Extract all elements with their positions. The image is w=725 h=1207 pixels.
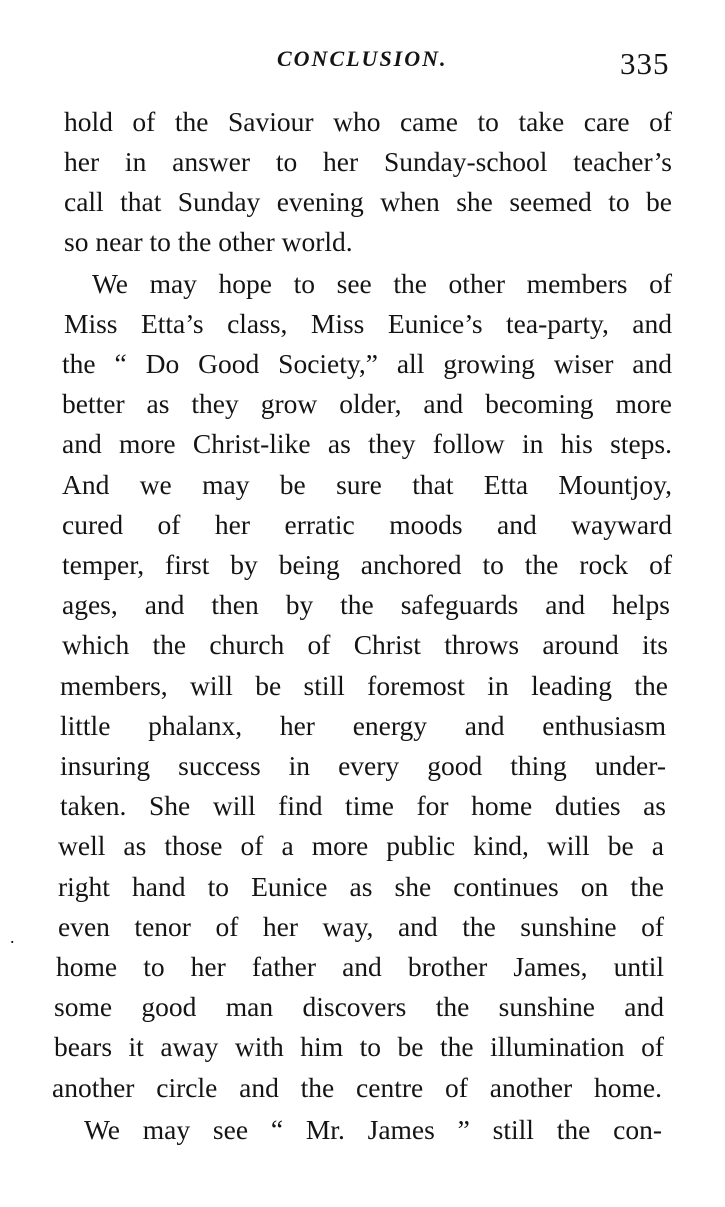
text-line: some good man discovers the sunshine and — [54, 991, 664, 1022]
text-line: ages, and then by the safeguards and helps — [62, 589, 670, 620]
text-line: members, will be still foremost in leading the — [60, 670, 668, 701]
text-line: bears it away with him to be the illumination of — [54, 1031, 664, 1062]
running-head — [0, 44, 725, 84]
page-number: 335 — [620, 46, 670, 81]
text-line: Miss Etta’s class, Miss Eunice’s tea-party, and — [64, 308, 672, 339]
text-line: which the church of Christ throws around its — [62, 629, 668, 660]
text-line: call that Sunday evening when she seemed to be — [64, 186, 672, 217]
text-line: little phalanx, her energy and enthusiasm — [60, 710, 666, 741]
text-line: better as they grow older, and becoming more — [62, 388, 672, 419]
text-line: so near to the other world. — [64, 226, 353, 257]
text-line: insuring success in every good thing under- — [60, 750, 666, 781]
text-line: taken. She will find time for home duties as — [60, 790, 666, 821]
text-line: another circle and the centre of another home. — [52, 1072, 662, 1103]
text-line: And we may be sure that Etta Mountjoy, — [62, 469, 672, 500]
text-line: temper, first by being anchored to the rock of — [62, 549, 672, 580]
text-line: cured of her erratic moods and wayward — [62, 509, 672, 540]
text-line: even tenor of her way, and the sunshine of — [58, 911, 664, 942]
paragraph-first-line: We may hope to see the other members of — [92, 268, 672, 299]
text-line: home to her father and brother James, until — [56, 951, 664, 982]
text-line: right hand to Eunice as she continues on the — [58, 871, 664, 902]
margin-mark: . — [10, 927, 15, 947]
text-line: the “ Do Good Society,” all growing wiser and — [62, 348, 672, 379]
text-line: and more Christ-like as they follow in his steps. — [62, 428, 672, 459]
running-title: CONCLUSION. — [277, 46, 448, 71]
text-line: well as those of a more public kind, will be a — [58, 830, 664, 861]
text-line: her in answer to her Sunday-school teacher’s — [64, 146, 672, 177]
text-line: hold of the Saviour who came to take care of — [64, 106, 672, 137]
paragraph-first-line: We may see “ Mr. James ” still the con- — [84, 1114, 662, 1145]
